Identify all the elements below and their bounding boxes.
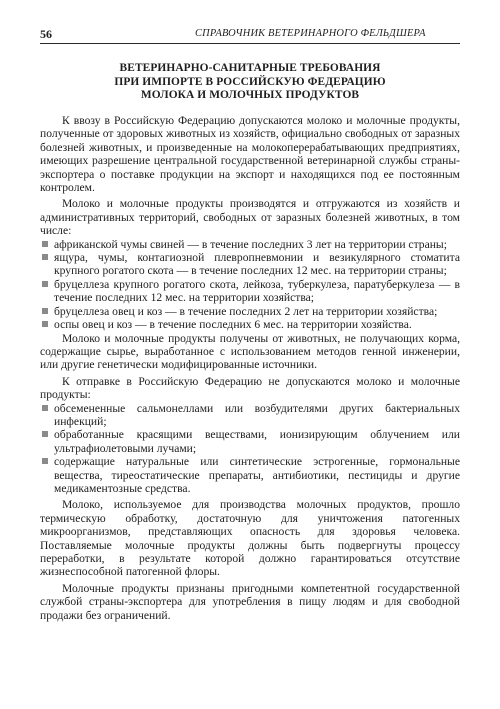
page-number: 56: [40, 27, 52, 41]
header-rule: [40, 43, 460, 44]
list-item: ящура, чумы, контагиозной плевропневмонии и везикулярного стоматита крупного рогатого скота — в течение последних 12 мес. на территории страны;: [40, 251, 460, 278]
paragraph: Молоко и молочные продукты производятся и отгружаются из хозяйств и административных территорий, свободных от заразных болезней животных, в том числе:: [40, 197, 460, 238]
square-bullet-icon: [42, 405, 48, 411]
page-header: [40, 24, 460, 46]
paragraph: К отправке в Российскую Федерацию не допускаются молоко и молочные продукты:: [40, 374, 460, 402]
title-line: ПРИ ИМПОРТЕ В РОССИЙСКУЮ ФЕДЕРАЦИЮ: [114, 75, 386, 88]
list-item: бруцеллеза овец и коз — в течение последних 2 лет на территории хозяйства;: [40, 305, 460, 318]
list-item: содержащие натуральные или синтетические эстрогенные, гормональные вещества, тиреостатические препараты, антибиотики, пестициды и другие медикаментозные средства.: [40, 455, 460, 495]
list-item: африканской чумы свиней — в течение последних 3 лет на территории страны;: [40, 238, 460, 251]
square-bullet-icon: [42, 241, 48, 247]
square-bullet-icon: [42, 458, 48, 464]
list-item: обсемененные сальмонеллами или возбудителями других бактериальных инфекций;: [40, 402, 460, 429]
paragraph: Молоко, используемое для производства молочных продуктов, прошло термическую обработку, достаточную для уничтожения патогенных микроорганизмов, представляющих опасность для здоровья человека. Поставляемые молочные продукты должны быть подвергнуты процессу переработки, в результате которой должно гарантироваться отсутствие жизнеспособной патогенной флоры.: [40, 498, 460, 579]
title-line: МОЛОКА И МОЛОЧНЫХ ПРОДУКТОВ: [140, 89, 360, 102]
disease-list: [40, 238, 460, 332]
body-text: [40, 114, 460, 622]
section-title: [40, 62, 460, 103]
list-item: оспы овец и коз — в течение последних 6 мес. на территории хозяйства.: [40, 318, 460, 331]
running-title: СПРАВОЧНИК ВЕТЕРИНАРНОГО ФЕЛЬДШЕРА: [195, 28, 426, 39]
title-line: ВЕТЕРИНАРНО-САНИТАРНЫЕ ТРЕБОВАНИЯ: [119, 62, 381, 74]
square-bullet-icon: [42, 431, 48, 437]
square-bullet-icon: [42, 308, 48, 314]
list-item: бруцеллеза крупного рогатого скота, лейкоза, туберкулеза, паратуберкулеза — в течение последних 12 мес. на территории хозяйства;: [40, 278, 460, 305]
paragraph: К ввозу в Российскую Федерацию допускаются молоко и молочные продукты, полученные от здоровых животных из хозяйств, официально свободных от заразных болезней животных, и произведенные на молокоперерабатывающих предприятиях, имеющих разрешение центральной государственной ветеринарной службы страны-экспортера о поставке продукции на экспорт и находящихся под ее постоянным контролем.: [40, 114, 460, 195]
list-item: обработанные красящими веществами, ионизирующим облучением или ультрафиолетовыми лучами;: [40, 428, 460, 455]
square-bullet-icon: [42, 281, 48, 287]
square-bullet-icon: [42, 321, 48, 327]
paragraph: Молочные продукты признаны пригодными компетентной государственной службой страны-экспортера для употребления в пищу людям и для свободной продажи без ограничений.: [40, 581, 460, 622]
square-bullet-icon: [42, 254, 48, 260]
paragraph: Молоко и молочные продукты получены от животных, не получающих корма, содержащие сырье, выработанное с использованием методов генной инженерии, или другие генетически модифицированные источники.: [40, 331, 460, 372]
prohibited-list: [40, 402, 460, 496]
